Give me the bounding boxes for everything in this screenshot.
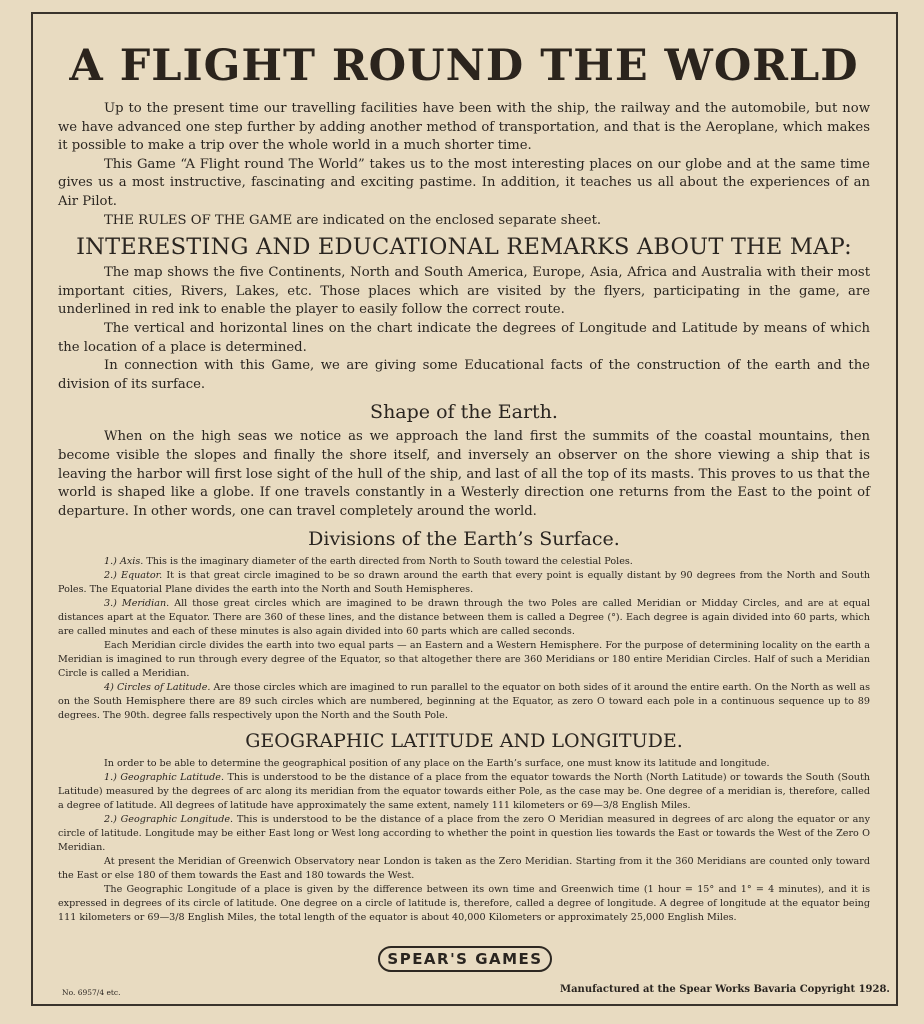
geo-paragraph (58, 757, 870, 771)
division-label: 1.) Axis. (104, 556, 144, 568)
division-text: It is that great circle imagined to be so drawn around the earth that every point is equally distant by 90 degrees from the North and South Poles. The Equatorial Plane divides the earth into the North and South Hemispheres. (58, 570, 870, 596)
division-text: Each Meridian circle divides the earth into two equal parts — an Eastern and a Western Hemisphere. For the purpose of determining locality on the earth a Meridian is imagined to run through every degree of the Equator, so that altogether there are 360 Meridians or 180 entire Meridian Circles. Half of such a Meridian Circle is called a Meridian. (58, 640, 870, 680)
manufacturer-line: Manufactured at the Spear Works Bavaria Copyright 1928. (560, 984, 890, 995)
catalog-number: No. 6957/4 etc. (62, 988, 121, 997)
division-paragraph (58, 681, 870, 723)
division-paragraph (58, 597, 870, 639)
geo-heading: GEOGRAPHIC LATITUDE AND LONGITUDE. (245, 730, 683, 753)
geo-label: 2.) Geographic Longitude. (104, 814, 234, 826)
division-paragraph (58, 555, 870, 569)
division-text: All those great circles which are imagined to be drawn through the two Poles are called Meridian or Midday Circles, and are at equal distances apart at the Equator. There are 360 of these lines, and the distance between them is called a Degree (°). Each degree is again divided into 60 parts, which are called minutes and each of these minutes is also again divided into 60 parts which are called seconds. (58, 598, 870, 638)
intro-paragraph: This Game “A Flight round The World” takes us to the most interesting places on our globe and at the same time gives us a most instructive, fascinating and exciting pastime. In addition, it teaches us all about the experiences of an Air Pilot. (58, 156, 870, 209)
division-label: 3.) Meridian. (104, 598, 170, 610)
intro-paragraph: Up to the present time our travelling facilities have been with the ship, the railway and the automobile, but now we have advanced one step further by adding another method of transportation, and that is the Aeroplane, which makes it possible to make a trip over the whole world in a much shorter time. (58, 101, 870, 154)
remarks-heading: INTERESTING AND EDUCATIONAL REMARKS ABOUT THE MAP: (76, 234, 852, 261)
remarks-paragraph: In connection with this Game, we are giving some Educational facts of the construction of the earth and the division of its surface. (58, 358, 870, 392)
remarks-paragraph: The map shows the five Continents, North and South America, Europe, Asia, Africa and Australia with their most important cities, Rivers, Lakes, etc. Those places which are visited by the flyers, participating in the game, are underlined in red ink to enable the player to easily follow the correct route. (58, 265, 870, 318)
intro-paragraph: THE RULES OF THE GAME are indicated on the enclosed separate sheet. (104, 212, 602, 228)
geo-text: In order to be able to determine the geographical position of any place on the Earth’s surface, one must know its latitude and longitude. (104, 758, 770, 770)
divisions-heading: Divisions of the Earth’s Surface. (308, 528, 620, 551)
division-label: 2.) Equator. (104, 570, 163, 582)
division-paragraph (58, 569, 870, 597)
page-title: A FLIGHT ROUND THE WORLD (69, 41, 859, 91)
division-paragraph (58, 639, 870, 681)
geo-label: 1.) Geographic Latitude. (104, 772, 225, 784)
division-text: This is the imaginary diameter of the earth directed from North to South toward the celestial Poles. (146, 556, 633, 568)
content-area (58, 40, 870, 925)
division-text: Are those circles which are imagined to run parallel to the equator on both sides of it around the entire earth. On the North as well as on the South Hemisphere there are 89 such circles which are numbered, beginning at the Equator, as zero O toward each pole in a continuous sequence up to 89 degrees. The 90th. degree falls respectively upon the North and the South Pole. (58, 682, 870, 722)
geo-paragraph (58, 883, 870, 925)
shape-paragraph: When on the high seas we notice as we approach the land first the summits of the coastal mountains, then become visible the slopes and finally the shore itself, and inversely an observer on the shore viewing a ship that is leaving the harbor will first lose sight of the hull of the ship, and last of all the top of its masts. This proves to us that the world is shaped like a globe. If one travels constantly in a Westerly direction one returns from the East to the point of departure. In other words, one can travel completely around the world. (58, 429, 870, 519)
geo-paragraph (58, 771, 870, 813)
remarks-paragraph: The vertical and horizontal lines on the chart indicate the degrees of Longitude and Latitude by means of which the location of a place is determined. (58, 320, 870, 355)
spears-games-logo: SPEAR'S GAMES (378, 946, 552, 972)
geo-text: The Geographic Longitude of a place is given by the difference between its own time and Greenwich time (1 hour = 15° and 1° = 4 minutes), and it is expressed in degrees of its circle of latitude. One degree on a circle of latitude is, therefore, called a degree of longitude. A degree of longitude at the equator being 111 kilometers or 69—3/8 English Miles, the total length of the equator is about 40,000 Kilometers or approximately 25,000 English Miles. (58, 884, 870, 924)
geo-text: This is understood to be the distance of a place from the equator towards the North (North Latitude) or towards the South (South Latitude) measured by the degrees of arc along its meridian from the equator towards either Pole, as the case may be. One degree of a meridian is, therefore, called a degree of latitude. All degrees of latitude have approximately the same extent, namely 111 kilometers or 69—3/8 English Miles. (58, 772, 870, 812)
shape-heading: Shape of the Earth. (370, 401, 558, 424)
geo-text: This is understood to be the distance of a place from the zero O Meridian measured in degrees of arc along the equator or any circle of latitude. Longitude may be either East long or West long according to whether the point in question lies towards the East or towards the West of the Zero O Meridian. (58, 814, 870, 854)
geo-paragraph (58, 813, 870, 855)
division-label: 4) Circles of Latitude. (104, 682, 211, 694)
geo-paragraph (58, 855, 870, 883)
geo-text: At present the Meridian of Greenwich Observatory near London is taken as the Zero Meridian. Starting from it the 360 Meridians are counted only toward the East or else 180 of them towards the East and 180 towards the West. (58, 856, 870, 882)
